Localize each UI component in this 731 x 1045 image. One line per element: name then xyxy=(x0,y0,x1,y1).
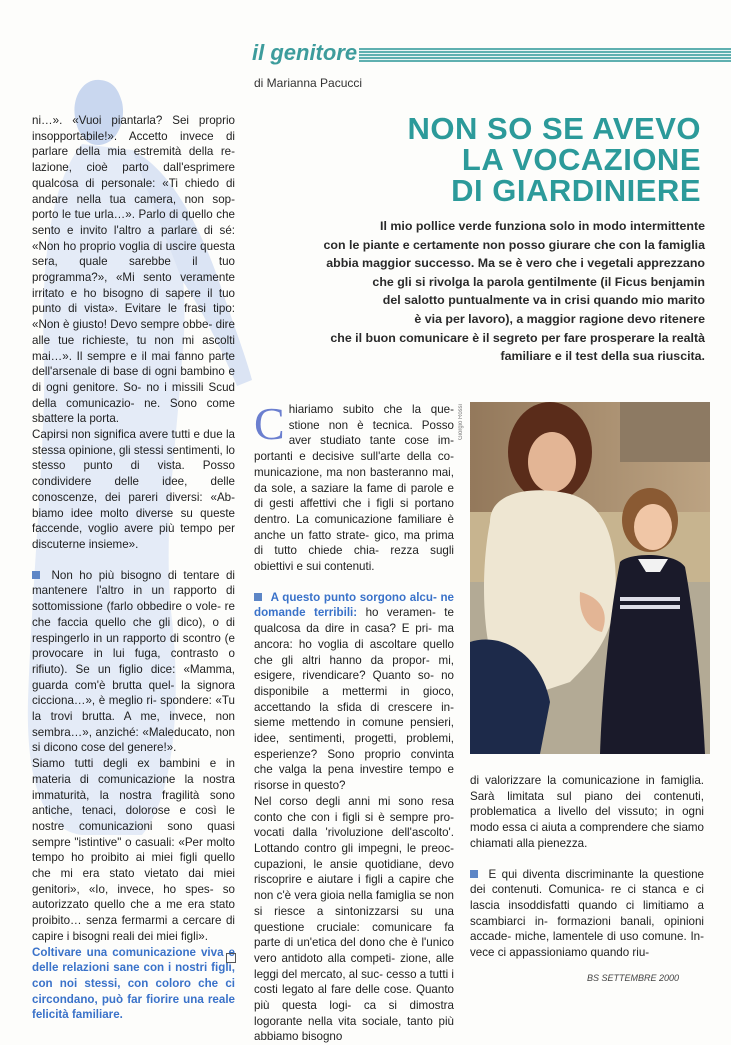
text-line: vissuto; in ogni modo essa ci aiuta a xyxy=(470,805,704,835)
header-stripe-band xyxy=(359,48,731,62)
text-line: comprendere che siamo chiamati xyxy=(470,821,704,850)
text-line: «Non è giusto! Devo sempre obbe- xyxy=(32,318,213,332)
paragraph xyxy=(32,756,235,944)
text-line: programma?», «Mi sento veramente xyxy=(32,271,235,285)
paragraph xyxy=(254,590,454,794)
text-line: contrasto o rifiuto). Se un figlio dice: xyxy=(32,647,235,676)
text-line: la signora cicciona…», è meglio ri- xyxy=(32,678,235,708)
text-line: che valga la pena investire tempo e xyxy=(254,763,454,777)
text-line: ca si dimostra logorante nella vita xyxy=(254,999,454,1028)
text-line: una questione cruciale: comunicare xyxy=(254,904,454,934)
text-line: lazione, cioè parto dall'esprimere xyxy=(32,161,235,175)
mother-and-child-photo xyxy=(470,402,710,754)
text-line: familiare è anche un fatto strate- xyxy=(254,512,454,542)
text-line: porto le tue urla…». Parlo di quello xyxy=(32,208,213,222)
title-line: NON SO SE AVEVO xyxy=(407,111,701,146)
text-line: andare nella tua camera, non sop- xyxy=(32,192,235,206)
text-line: mantenere l'altro in un rapporto di xyxy=(32,584,235,598)
text-line: Nel corso degli anni mi sono resa xyxy=(254,794,454,808)
text-line: risorse in questo? xyxy=(254,779,346,793)
text-line: Non ho più bisogno di tentare di xyxy=(51,568,235,582)
text-line: formazioni banali, opinioni accade- xyxy=(470,914,704,944)
paragraph xyxy=(32,113,235,427)
text-line: irritato e ho bisogno di sapere il tuo xyxy=(32,286,235,300)
text-line: stato proibito… senza fermarmi a xyxy=(32,898,235,928)
article-title xyxy=(408,113,701,206)
text-line: Lottando contro gli impegni, le preoc- xyxy=(254,841,454,855)
title-line: LA VOCAZIONE xyxy=(461,142,701,177)
text-line: so autorizzato quello che a me era xyxy=(32,882,235,912)
intro-line: con le piante e certamente non posso giurare che con la famiglia xyxy=(323,237,705,252)
text-line: del genere!». xyxy=(108,741,177,755)
text-line: cupazioni, le ansie quotidiane, devo xyxy=(254,857,454,871)
paragraph xyxy=(470,773,704,852)
text-line: stione non è tecnica. Posso xyxy=(288,418,454,432)
text-line: e delle relazioni sane con i nostri xyxy=(32,945,235,975)
text-line: ascolti mai…». Il sempre e il mai xyxy=(32,333,235,363)
text-line: spondere: «Tu la trovi brutta. A me, xyxy=(32,694,235,724)
text-line: di valorizzare la comunicazione in xyxy=(470,774,655,787)
text-line: questione dei contenuti. Comunica- xyxy=(470,867,704,897)
text-line: te qualcosa da dire in casa? E pri- xyxy=(254,606,454,636)
end-of-article-mark xyxy=(226,953,236,963)
intro-line: abbia maggior successo. Ma se è vero che i vegetali apprezzano xyxy=(326,256,705,271)
section-label: il genitore xyxy=(252,40,358,65)
text-line: re ci stanca e ci lascia insoddisfatti xyxy=(470,883,705,912)
paragraph xyxy=(32,427,235,553)
text-line: questa sera, quale sarebbe il tuo xyxy=(32,239,235,269)
text-line: sieme mettendo in comune pensieri, xyxy=(254,716,454,730)
text-line: due la stessa opinione, gli stessi xyxy=(32,428,235,457)
text-line: per discuterne insieme». xyxy=(32,522,235,551)
text-line: accettando la sfida di crescere in- xyxy=(254,700,454,714)
text-line: miei figli». xyxy=(156,929,208,943)
page-footer: BS SETTEMBRE 2000 xyxy=(587,973,680,983)
text-line: nostre comunicazioni sono quasi xyxy=(32,819,235,833)
text-line: cercare di capire i bisogni reali dei xyxy=(32,914,235,943)
text-line: quello che gli altri hanno da propor- xyxy=(254,637,454,667)
text-column-3 xyxy=(470,773,704,961)
text-line: fanno parte dell'arsenale di base di xyxy=(32,349,235,379)
intro-line: del salotto puntualmente va in crisi quando mio marito xyxy=(382,293,705,308)
text-line: ne domande terribili: xyxy=(254,590,454,620)
text-line: Coltivare una comunicazione viva xyxy=(32,945,224,959)
intro-line: familiare e il test della sua riuscita. xyxy=(500,349,705,364)
text-line: E qui diventa discriminante la xyxy=(488,867,649,881)
paragraph xyxy=(254,794,454,1045)
text-line: hiariamo subito che la que- xyxy=(288,403,454,416)
text-line: materia di comunicazione la nostra xyxy=(32,772,235,786)
text-line: miche, lamentele di uso comune. In- xyxy=(515,930,704,944)
text-line: alla pienezza. xyxy=(516,836,588,850)
text-line: quello che mi era stato vietato dai xyxy=(32,851,235,881)
section-bullet xyxy=(32,571,40,579)
text-line: sempre "istintive" o casuali: «Per xyxy=(32,835,203,849)
text-line: famiglia. Sarà limitata sul piano dei xyxy=(470,774,704,803)
text-line: parole e di gesti affettivi che i figli si xyxy=(254,481,454,511)
text-line: aver studiato tante cose im- xyxy=(288,434,454,448)
intro-line: che il buon comunicare è il segreto per fare prosperare la realtà xyxy=(330,330,705,345)
text-line: mi, esigere, rivendicare? Quanto so- xyxy=(254,653,454,683)
text-line: sentimenti, lo stesso punto di vista. xyxy=(32,443,236,473)
text-line: molto tempo ho proibito ai miei figli xyxy=(32,835,235,865)
article-intro xyxy=(250,217,705,366)
text-line: «Mamma, guarda com'è brutta quel- xyxy=(32,662,235,692)
text-line: biamo idee molto diverse su queste xyxy=(32,506,235,520)
text-line: vocati dalla 'rivoluzione dell'ascolto'. xyxy=(254,826,454,840)
text-line: gico, ma prima di tutto chiede chia- xyxy=(254,528,454,558)
text-line: antiche, tenaci, dolorose e così le xyxy=(32,804,235,818)
text-line: idee, sentimenti, progetti, problemi, xyxy=(254,732,454,746)
text-line: l'unico vero antidoto alla competi- xyxy=(254,936,454,965)
text-line: ho veramen- xyxy=(365,606,436,620)
drop-cap: C xyxy=(254,398,285,449)
text-line: esperienze? Sono proprio convinta xyxy=(254,747,454,761)
text-line: di respingerlo in un rapporto di xyxy=(32,615,235,645)
text-line: contenuti, problematica a livello del xyxy=(470,789,704,819)
text-line: una reale felicità familiare. xyxy=(32,992,235,1022)
text-line: ni…». «Vuoi piantarla? Sei proprio xyxy=(32,114,235,127)
text-line: che sento e invito l'altro a parlare di xyxy=(32,208,235,237)
text-line: rezza sugli obiettivi e sui contenuti. xyxy=(254,544,454,574)
text-line: sottomissione (farlo obbedire o vole- xyxy=(32,600,221,614)
text-line: Posso condividere delle idee, delle xyxy=(32,459,235,489)
text-line: vece ci appassioniamo quando riu- xyxy=(470,946,650,960)
text-line: ne. Sono come sbattere la porta. xyxy=(32,396,235,426)
text-line: Capirsi non significa avere tutti e xyxy=(32,428,200,442)
text-line: miei genitori», «Io, invece, ho spes- xyxy=(32,867,235,896)
text-line: cesso a tutti i costi legato al fare xyxy=(254,967,454,997)
paragraph xyxy=(254,398,454,575)
text-line: se non si riesce a sintonizzarsi su xyxy=(254,889,454,918)
text-line: insopportabile!». Accetto invece di xyxy=(32,129,235,143)
text-line: mai, da sole, a saziare la fame di xyxy=(254,465,454,495)
text-line: che non c'è vera gioia nella famiglia xyxy=(254,873,454,903)
text-line: qualcosa di personale: «Ti chiedo di xyxy=(32,176,235,190)
intro-line: che gli si rivolga la parola gentilmente (il Ficus benjamin xyxy=(372,274,705,289)
text-line: che ci circondano, può far fiorire xyxy=(32,976,235,1006)
text-line: conto che con i figli si è sempre pro- xyxy=(254,810,454,824)
byline: di Marianna Pacucci xyxy=(254,76,363,90)
photo-credit: Giorgio Rossi xyxy=(458,404,464,441)
text-line: portanti e decisive sull'arte della co- xyxy=(254,450,454,464)
text-line: invece, non sembra…», anziché: xyxy=(32,710,235,739)
text-line: re che faccia quello che gli dico), o xyxy=(32,600,235,629)
text-line: no i missili Scud della comunicazio- xyxy=(32,380,235,410)
text-line: ma ancora: ho voglia di ascoltare xyxy=(254,622,454,651)
closing-paragraph xyxy=(32,945,235,1024)
text-line: «Maleducato, non si dicono cose xyxy=(32,725,235,755)
text-line: sociale, tanto più abbiamo bisogno xyxy=(254,1014,454,1044)
text-line: punto di vista». Evitare le frasi tipo: xyxy=(32,302,235,316)
section-bullet xyxy=(254,593,262,601)
text-line: dire alle tue richieste, tu non mi xyxy=(32,318,235,347)
text-line: fa parte di un'etica del dono che è xyxy=(254,920,454,950)
text-line: parlare della mia estremità della re- xyxy=(32,145,235,159)
section-bullet xyxy=(470,870,478,878)
text-line: conoscenze, dei pareri diversi: «Ab- xyxy=(32,490,235,504)
intro-line: Il mio pollice verde funziona solo in modo intermittente xyxy=(380,219,705,233)
text-line: Siamo tutti degli ex bambini e in xyxy=(32,757,235,771)
text-line: figli, con noi stessi, con coloro xyxy=(32,961,235,990)
text-column-1 xyxy=(32,113,235,1023)
text-line: no disponibile a mettermi in gioco, xyxy=(254,669,454,698)
title-line: DI GIARDINIERE xyxy=(451,173,701,208)
text-line: sé: «Non ho proprio voglia di uscire xyxy=(32,223,235,253)
paragraph xyxy=(32,568,235,756)
text-line: delle cose. Quanto più questa logi- xyxy=(254,983,454,1013)
text-line: faccende, voglio avere più tempo xyxy=(32,522,213,536)
text-line: A questo punto sorgono alcu- xyxy=(270,590,437,604)
text-line: portano dentro. La comunicazione xyxy=(254,497,454,526)
text-line: riscoprire e aiutare i figli a capire xyxy=(254,873,431,887)
text-line: municazione, ma non basteranno xyxy=(254,465,428,479)
paragraph xyxy=(470,867,704,961)
text-line: quando ci limitiamo a scambiarci in- xyxy=(470,898,704,928)
text-column-2 xyxy=(254,398,454,1045)
text-line: zione, alle leggi del mercato, al suc- xyxy=(254,951,454,981)
intro-line: è via per lavoro), a maggior ragione devo ritenere xyxy=(414,311,705,326)
text-line: ogni bambino e di ogni genitore. So- xyxy=(32,365,235,394)
text-line: immaturità, la nostra fragilità sono xyxy=(32,788,235,802)
text-line: scontro (e provocare in lui fuga, xyxy=(32,631,235,661)
